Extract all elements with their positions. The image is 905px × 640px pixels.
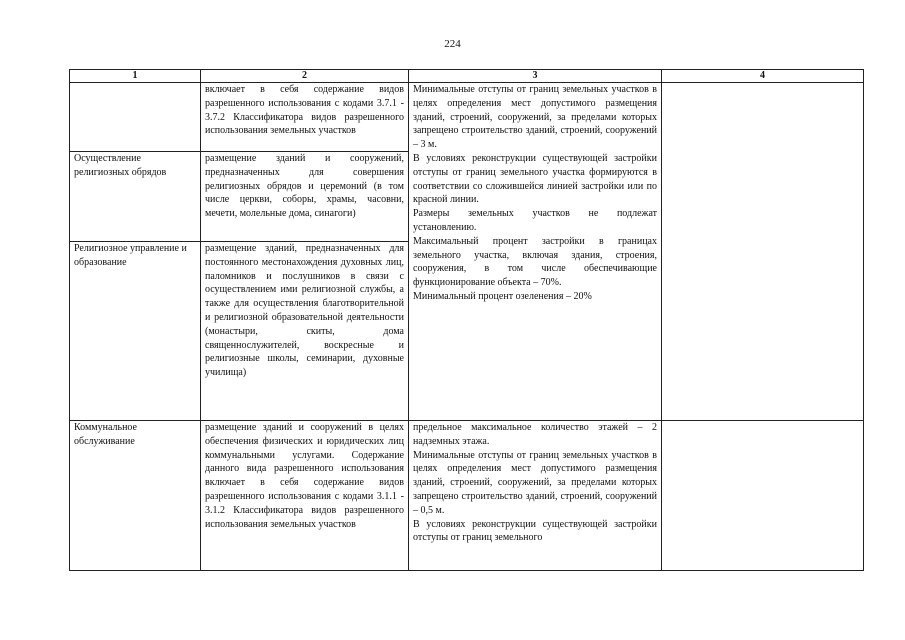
use-description-cell: размещение зданий и сооружений в целях обеспечения физических и юридических лиц коммунальными услугами. Содержание данного вида разрешенного использования включает в себя содержание видов разрешенного использования с кодами 3.1.1 - 3.1.2 Классификатора видов разрешенного использования земельных участков xyxy=(201,421,409,571)
parameter-text: Минимальный процент озеленения – 20% xyxy=(413,290,592,302)
parameter-text: Минимальные отступы от границ земельных участков в целях определения мест допустимого размещения зданий, строений, сооружений, за пределами которых запрещено строительство зданий, строений, сооружений – 3 м. xyxy=(413,84,657,151)
notes-cell xyxy=(662,83,864,421)
column-header: 2 xyxy=(201,70,409,83)
parameters-cell xyxy=(409,421,662,571)
use-description-cell: включает в себя содержание видов разрешенного использования с кодами 3.7.1 - 3.7.2 Классификатора видов разрешенного использования земельных участков xyxy=(201,83,409,152)
notes-cell xyxy=(662,421,864,571)
parameter-text: предельное максимальное количество этажей – 2 надземных этажа. xyxy=(413,422,657,447)
parameters-cell xyxy=(409,83,662,421)
use-description-cell: размещение зданий и сооружений, предназначенных для совершения религиозных обрядов и церемоний (в том числе церкви, соборы, храмы, часовни, мечети, молельные дома, синагоги) xyxy=(201,152,409,242)
table-header-row xyxy=(70,70,864,83)
column-header: 1 xyxy=(70,70,201,83)
use-type-cell: Религиозное управление и образование xyxy=(70,242,201,421)
table-row xyxy=(70,421,864,571)
use-type-cell: Коммунальное обслуживание xyxy=(70,421,201,571)
regulations-table xyxy=(69,69,864,571)
parameter-text: Размеры земельных участков не подлежат установлению. xyxy=(413,208,657,233)
parameter-text: В условиях реконструкции существующей застройки отступы от границ земельного xyxy=(413,518,657,544)
use-type-cell: Осуществление религиозных обрядов xyxy=(70,152,201,242)
use-description-cell: размещение зданий, предназначенных для постоянного местонахождения духовных лиц, паломников и послушников в связи с осуществлением ими религиозной службы, а также для осуществления благотворительной и религиозной образовательной деятельности (монастыри, скиты, дома священнослужителей, воскресные и религиозные школы, семинарии, духовные училища) xyxy=(201,242,409,421)
table-row xyxy=(70,83,864,152)
parameter-text: В условиях реконструкции существующей застройки отступы от границ земельного участка формируются в соответствии со сложившейся линией застройки или по красной линии. xyxy=(413,152,657,206)
column-header: 3 xyxy=(409,70,662,83)
use-type-cell xyxy=(70,83,201,152)
parameter-text: Максимальный процент застройки в границах земельного участка, включая здания, строения, сооружения, в том числе обеспечивающие функционирование объекта – 70%. xyxy=(413,235,657,289)
page-number: 224 xyxy=(444,38,461,50)
parameter-text: Минимальные отступы от границ земельных участков в целях определения мест допустимого размещения зданий, строений, сооружений, за пределами которых запрещено строительство зданий, строений, сооружений – 0,5 м. xyxy=(413,449,657,516)
column-header: 4 xyxy=(662,70,864,83)
